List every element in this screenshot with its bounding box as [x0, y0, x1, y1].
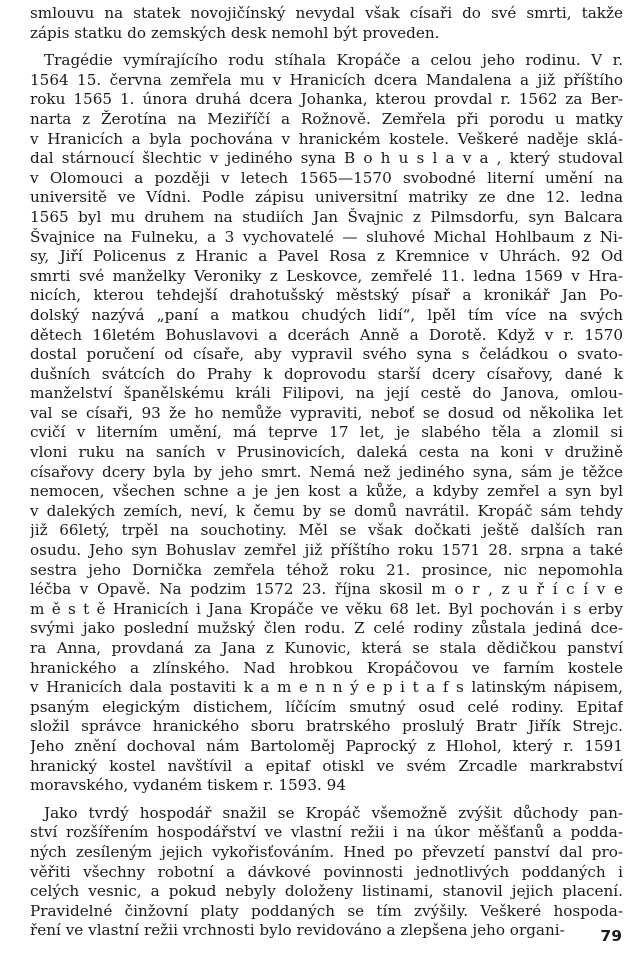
text-line: v Olomouci a později v letech 1565—1570 svobodné literní umění na	[30, 168, 623, 187]
text-line: dostal poručení od císaře, aby vypravil svého syna s čeládkou o svato-	[30, 345, 623, 364]
text-line: nicích, kterou tehdejší drahotušský městský písař a kronikář Jan Po-	[30, 286, 623, 305]
text-line: moravského, vydaném tiskem r. 1593. 94	[30, 776, 346, 795]
paragraph-gap	[30, 796, 623, 804]
text-line: vloni ruku na saních v Prusinovicích, daleká cesta na koni v družině	[30, 443, 623, 462]
text-line: léčba v Opavě. Na podzim 1572 23. října skosil m o r , z u ř í c í v e	[30, 580, 623, 599]
text-line: věřiti všechny robotní a dávkové povinnosti jednotlivých poddaných i	[30, 862, 623, 881]
text-line: sestra jeho Dornička zemřela téhož roku 21. prosince, nic nepomohla	[30, 560, 623, 579]
document-page	[30, 4, 623, 941]
paragraph-kropac-family-tragedy	[30, 51, 623, 796]
text-line: hranický kostel navštívil a epitaf otiskl ve svém Zrcadle markrabství	[30, 756, 623, 775]
text-line: ra Anna, provdaná za Jana z Kunovic, která se stala dědičkou panství	[30, 639, 623, 657]
text-line: cvičí v literním umění, má teprve 17 let, je slabého těla a zlomil si	[30, 423, 623, 442]
text-line: ství rozšířením hospodářství ve vlastní režii i na úkor měšťanů a podda-	[30, 823, 623, 842]
text-line: val se císaři, 93 že ho nemůže vypraviti, neboť se dosud od několika let	[30, 403, 623, 422]
text-line: dal stárnoucí šlechtic v jediného syna B o h u s l a v a , který studoval	[30, 149, 623, 168]
text-line: nemocen, všechen schne a je jen kost a kůže, a kdyby zemřel a syn byl	[30, 482, 623, 501]
text-line: dolský nazývá „paní a matkou chudých lidí“, lpěl tím více na svých	[30, 305, 623, 324]
text-line: v dalekých zemích, neví, k čemu by se domů navrátil. Kropáč sám tehdy	[30, 501, 623, 520]
paragraph-kropac-economy	[30, 804, 623, 941]
text-line: sy, Jiří Policenus z Hranic a Pavel Rosa z Kremnice v Uhrách. 92 Od	[30, 247, 623, 266]
text-line: složil správce hranického sboru bratrského proslulý Bratr Jiřík Strejc.	[30, 717, 623, 736]
text-line: m ě s t ě Hranicích i Jana Kropáče ve věku 68 let. Byl pochován i s erby	[30, 599, 623, 618]
text-line: Jako tvrdý hospodář snažil se Kropáč všemožně zvýšit důchody pan-	[44, 803, 623, 822]
text-line: ných zesíleným jejich vykořisťováním. Hned po převzetí panství dal pro-	[30, 842, 623, 861]
text-line: Pravidelné činžovní platy poddaných se tím zvýšily. Veškeré hospoda-	[30, 901, 623, 920]
text-line: dušních svátcích do Prahy k doprovodu starší dcery císařovy, dané k	[30, 364, 623, 383]
text-line: psaným elegickým distichem, líčícím smutný osud celé rodiny. Epitaf	[30, 697, 623, 716]
text-line: 1564 15. června zemřela mu v Hranicích dcera Mandalena a již příštího	[30, 70, 623, 89]
text-line: ření ve vlastní režii vrchnosti bylo revidováno a zlepšena jeho organi-	[30, 921, 565, 940]
text-line: v Hranicích a byla pochována v hranickém kostele. Veškeré naděje sklá-	[30, 129, 623, 148]
text-line: dětech 16letém Bohuslavovi a dcerách Anně a Dorotě. Když v r. 1570	[30, 325, 623, 344]
text-line: 1565 byl mu druhem na studiích Jan Švajnic z Pilmsdorfu, syn Balcara	[30, 207, 623, 226]
text-line: zápis statku do zemských desk nemohl být proveden.	[30, 23, 440, 42]
text-line: Jeho znění dochoval nám Bartoloměj Paprocký z Hlohol, který r. 1591	[30, 736, 623, 755]
text-line: smlouvu na statek novojičínský nevydal však císaři do své smrti, takže	[30, 4, 623, 22]
text-line: císařovy dcery byla by jeho smrt. Nemá než jediného syna, sám je těžce	[30, 462, 623, 481]
text-line: Tragédie vymírajícího rodu stíhala Kropáče a celou jeho rodinu. V r.	[44, 51, 623, 70]
text-line: smrti své manželky Veroniky z Leskovce, zemřelé 11. ledna 1569 v Hra-	[30, 266, 623, 285]
paragraph-continuation	[30, 4, 623, 43]
text-line: narta z Žerotína na Meziříčí a Rožnově. Zemřela při porodu u matky	[30, 109, 623, 128]
text-line: osudu. Jeho syn Bohuslav zemřel již příštího roku 1571 28. srpna a také	[30, 541, 623, 560]
text-line: v Hranicích dala postaviti k a m e n n ý e p i t a f s latinským nápisem,	[30, 678, 623, 697]
text-line: svými jako poslední mužský člen rodu. Z celé rodiny zůstala jediná dce-	[30, 619, 623, 638]
text-line: již 66letý, trpěl na souchotiny. Měl se však dočkati ještě dalších ran	[30, 521, 623, 540]
text-line: Švajnice na Fulneku, a 3 vychovatelé — sluhové Michal Hohlbaum z Ni-	[30, 227, 623, 246]
text-line: celých vesnic, a pokud nebyly doloženy listinami, stanovil jejich placení.	[30, 882, 623, 901]
text-line: hranického a zlínského. Nad hrobkou Kropáčovou ve farním kostele	[30, 658, 623, 677]
text-line: universitě ve Vídni. Podle zápisu universitní matriky ze dne 12. ledna	[30, 188, 623, 207]
paragraph-gap	[30, 43, 623, 51]
text-line: manželství španělskému králi Filipovi, na její cestě do Janova, omlou-	[30, 384, 623, 403]
page-number: 79	[600, 927, 622, 945]
text-line: roku 1565 1. února druhá dcera Johanka, kterou provdal r. 1562 za Ber-	[30, 90, 623, 109]
